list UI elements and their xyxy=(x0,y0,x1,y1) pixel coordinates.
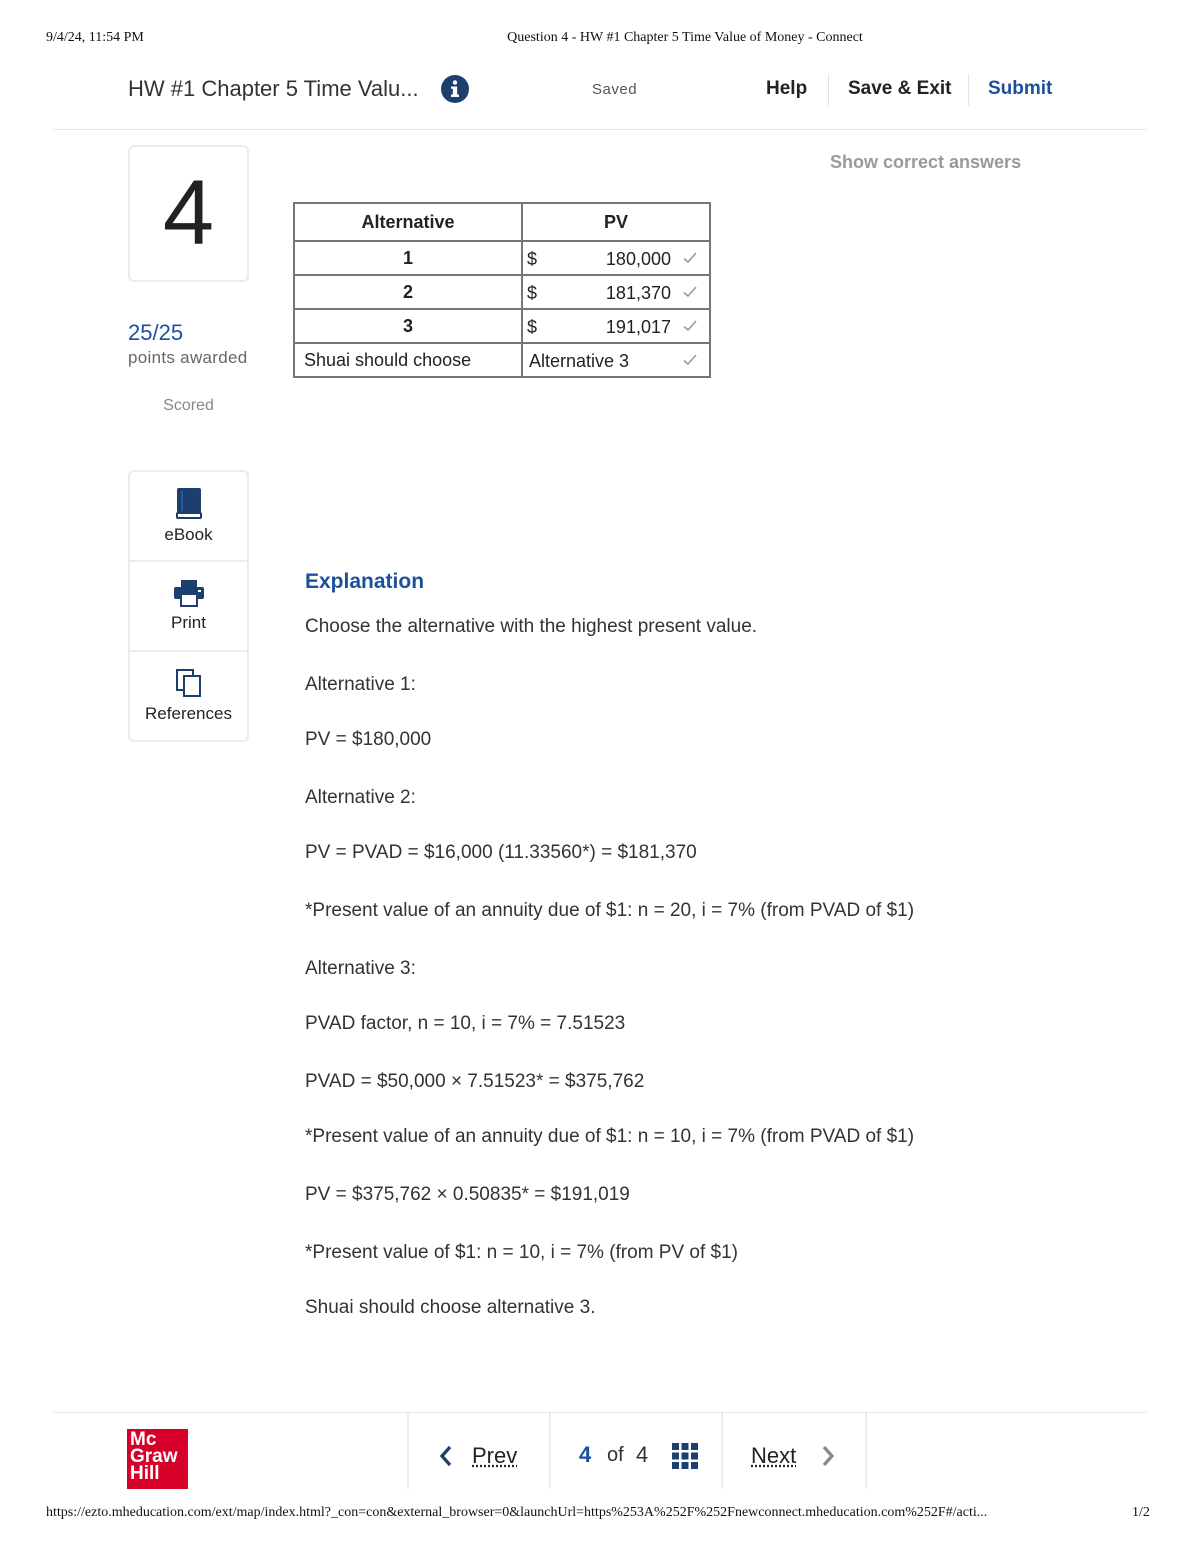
alternative-cell: 2 xyxy=(294,275,522,309)
explanation-line: *Present value of an annuity due of $1: n = 20, i = 7% (from PVAD of $1) xyxy=(305,900,915,921)
pv-input-cell[interactable] xyxy=(522,275,710,309)
explanation-line: Alternative 3: xyxy=(305,958,416,979)
print-header xyxy=(0,30,1200,50)
tools-panel xyxy=(128,470,249,742)
checkmark-icon xyxy=(683,285,697,299)
table-header-row xyxy=(294,203,710,241)
points-awarded-label: points awarded xyxy=(128,348,248,367)
explanation-line: Shuai should choose alternative 3. xyxy=(305,1297,596,1318)
total-pages: 4 xyxy=(636,1442,649,1467)
prev-button[interactable] xyxy=(407,1413,551,1489)
pv-input-cell[interactable] xyxy=(522,241,710,275)
help-button[interactable]: Help xyxy=(766,78,808,99)
table-row xyxy=(294,309,710,343)
chevron-left-icon xyxy=(439,1445,453,1467)
show-correct-answers-link[interactable]: Show correct answers xyxy=(830,152,1022,172)
copy-icon xyxy=(174,668,204,698)
references-button[interactable] xyxy=(130,652,247,740)
mcgraw-hill-logo xyxy=(127,1429,188,1489)
save-status: Saved xyxy=(592,81,638,98)
save-exit-button[interactable]: Save & Exit xyxy=(848,78,952,99)
next-label: Next xyxy=(751,1443,797,1468)
explanation-title: Explanation xyxy=(305,570,425,593)
currency-symbol: $ xyxy=(527,317,538,337)
explanation-line: PVAD = $50,000 × 7.51523* = $375,762 xyxy=(305,1071,645,1092)
logo-text: Graw xyxy=(130,1446,178,1467)
print-page-number: 1/2 xyxy=(1132,1505,1150,1520)
explanation-line: *Present value of an annuity due of $1: n = 10, i = 7% (from PVAD of $1) xyxy=(305,1126,915,1147)
assignment-title: HW #1 Chapter 5 Time Valu... xyxy=(128,76,419,101)
footer-nav xyxy=(54,1412,1146,1496)
currency-symbol: $ xyxy=(527,283,538,303)
logo-text: Mc xyxy=(130,1429,157,1450)
ebook-button[interactable] xyxy=(130,472,247,562)
toolbar-divider xyxy=(828,74,829,106)
explanation-line: PVAD factor, n = 10, i = 7% = 7.51523 xyxy=(305,1013,626,1034)
scored-status: Scored xyxy=(163,397,214,414)
submit-button[interactable]: Submit xyxy=(988,78,1053,99)
next-button[interactable] xyxy=(723,1413,867,1489)
table-row xyxy=(294,343,710,377)
logo-text: Hill xyxy=(130,1463,160,1484)
toolbar-divider xyxy=(968,74,969,106)
pv-input-cell[interactable] xyxy=(522,309,710,343)
table-row xyxy=(294,241,710,275)
question-number: 4 xyxy=(162,162,215,264)
prev-label: Prev xyxy=(472,1443,518,1468)
question-number-card xyxy=(128,145,249,282)
choice-label: Shuai should choose xyxy=(294,343,522,377)
alternative-cell: 3 xyxy=(294,309,522,343)
explanation-line: Choose the alternative with the highest present value. xyxy=(305,616,758,637)
score: 25/25 xyxy=(128,320,184,345)
current-page: 4 xyxy=(579,1442,592,1467)
top-bar xyxy=(54,70,1146,130)
choice-value: Alternative 3 xyxy=(529,351,630,371)
page-of-label: of xyxy=(607,1444,624,1466)
alternative-cell: 1 xyxy=(294,241,522,275)
explanation-line: Alternative 1: xyxy=(305,674,416,695)
printer-icon xyxy=(173,579,205,607)
explanation-line: *Present value of $1: n = 10, i = 7% (from PV of $1) xyxy=(305,1242,739,1263)
explanation-section xyxy=(305,570,1125,1318)
explanation-line: PV = PVAD = $16,000 (11.33560*) = $181,370 xyxy=(305,842,697,863)
checkmark-icon xyxy=(683,319,697,333)
checkmark-icon xyxy=(683,251,697,265)
references-label: References xyxy=(145,704,232,723)
points-summary xyxy=(128,320,248,368)
print-label: Print xyxy=(171,613,206,632)
currency-symbol: $ xyxy=(527,249,538,269)
explanation-line: PV = $180,000 xyxy=(305,729,432,750)
pv-value: 191,017 xyxy=(605,317,671,337)
chevron-right-icon xyxy=(821,1445,835,1467)
table-row xyxy=(294,275,710,309)
print-button[interactable] xyxy=(130,562,247,652)
pv-value: 180,000 xyxy=(605,249,671,269)
print-footer xyxy=(0,1505,1200,1525)
checkmark-icon xyxy=(683,353,697,367)
choice-dropdown[interactable] xyxy=(522,343,710,377)
column-header-alternative: Alternative xyxy=(294,203,522,241)
column-header-pv: PV xyxy=(522,203,710,241)
pv-value: 181,370 xyxy=(605,283,671,303)
print-url: https://ezto.mheducation.com/ext/map/index.html?_con=con&external_browser=0&launchUrl=https%253A%252F%252Fnewconnect.mheducation.com%252F#/acti... xyxy=(46,1505,988,1520)
page-indicator xyxy=(551,1413,723,1489)
grid-icon[interactable] xyxy=(672,1443,698,1469)
print-page-title: Question 4 - HW #1 Chapter 5 Time Value of Money - Connect xyxy=(507,30,863,45)
print-datetime: 9/4/24, 11:54 PM xyxy=(46,30,144,45)
ebook-label: eBook xyxy=(164,525,213,544)
explanation-line: Alternative 2: xyxy=(305,787,416,808)
answer-table xyxy=(293,202,711,378)
info-icon[interactable] xyxy=(440,74,470,104)
book-icon xyxy=(175,487,203,519)
explanation-line: PV = $375,762 × 0.50835* = $191,019 xyxy=(305,1184,630,1205)
